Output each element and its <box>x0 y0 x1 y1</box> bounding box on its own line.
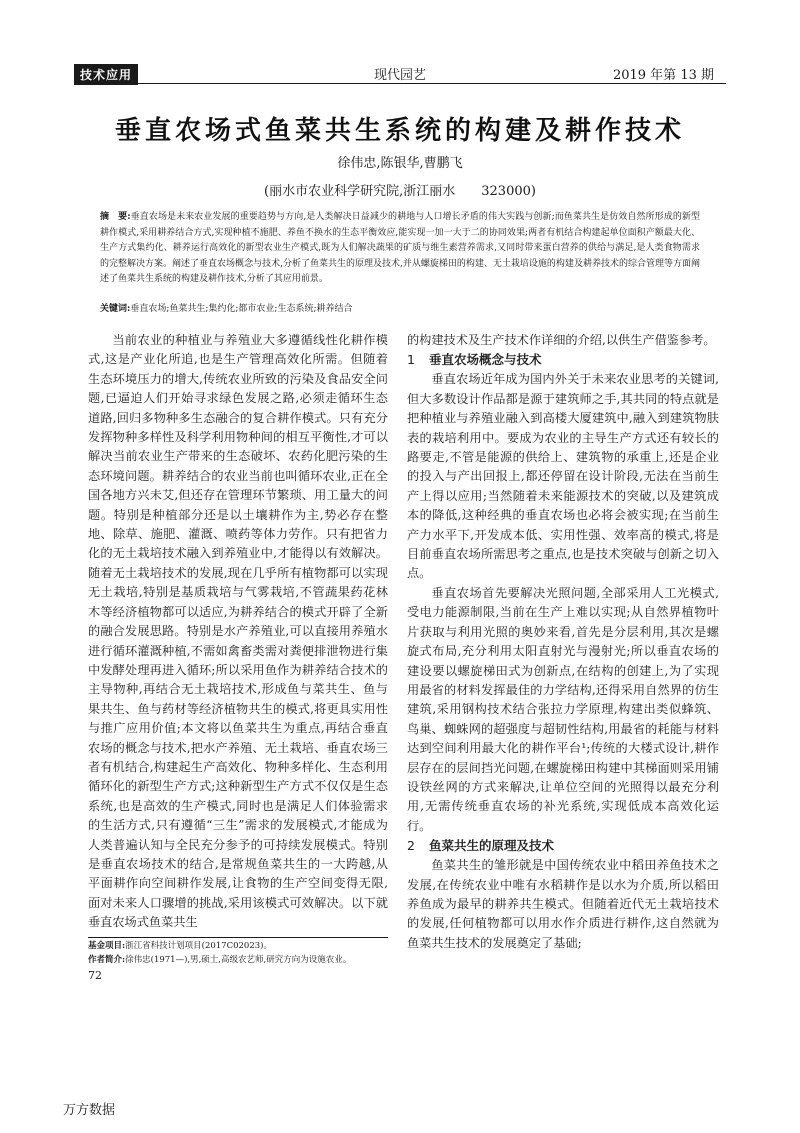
section-label: 技术应用 <box>74 64 138 85</box>
keywords-label: 关键词: <box>100 304 131 314</box>
abstract-text: 垂直农场是未来农业发展的重要趋势与方向,是人类解决日益减少的耕地与人口增长矛盾的伟大实践与创新;而鱼菜共生是仿效自然所形成的新型耕作模式,采用耕养结合方式,实现种植不施肥、养鱼不换水的生态平衡效应,能实现一加一大于二的协同效果;两者有机结合构建起单位面积产额最大化、生产方式集约化、耕养运行高效化的新型农业生产模式,既为人们解决蔬果的矿质与维生素营养需求,又同时带来蛋白营养的供给与满足,是人类食物需求的完整解决方案。阐述了垂直农场概念与技术,分析了鱼菜共生的原理及技术,并从螺旋梯田的构建、无土栽培设施的构建及耕养技术的综合管理等方面阐述了鱼菜共生系统的构建及耕作技术,分析了其应用前景。 <box>100 212 700 284</box>
watermark-text: 万方数据 <box>63 1103 116 1118</box>
author-label: 作者简介: <box>88 954 126 965</box>
body-column-left <box>88 331 388 933</box>
section-heading-1 <box>407 350 719 370</box>
footnote-fund <box>88 940 388 954</box>
section-heading-2 <box>407 836 719 856</box>
affiliation: (丽水市农业科学研究院,浙江丽水 323000) <box>264 184 536 199</box>
section-number: 2 <box>407 838 415 854</box>
body-column-right <box>407 331 719 953</box>
fund-text: 浙江省科技计划项目(2017C02023)。 <box>125 941 272 951</box>
article-title: 垂直农场式鱼菜共生系统的构建及耕作技术 <box>114 116 685 146</box>
section-title: 垂直农场概念与技术 <box>429 352 542 368</box>
fund-label: 基金项目: <box>88 941 126 951</box>
keywords <box>100 302 700 317</box>
body-paragraph: 当前农业的种植业与养殖业大多遵循线性化耕作模式,这是产业化所追,也是生产管理高效化所需。但随着生态环境压力的增大,传统农业所致的污染及食品安全问题,已逼迫人们开始寻求绿色发展之路,必须走循环生态道路,回归多物种多生态融合的复合耕作模式。只有充分发挥物种多样性及科学利用物种间的相互平衡性,才可以解决当前农业生产带来的生态破坏、农药化肥污染的生态环境问题。耕养结合的农业当前也叫循环农业,正在全国各地方兴未艾,但还存在管理环节繁琐、用工量大的问题。特别是种植部分还是以土壤耕作为主,势必存在整地、除草、施肥、灌溉、喷药等体力劳作。只有把省力化的无土栽培技术融入到养殖业中,才能得以有效解决。随着无土栽培技术的发展,现在几乎所有植物都可以实现无土栽培,特别是基质栽培与气雾栽培,不管蔬果药花林木等经济植物都可以适应,为耕养结合的模式开辟了全新的融合发展思路。特别是水产养殖业,可以直接用养殖水进行循环灌溉种植,不需如禽畜类需对粪便排泄物进行集中发酵处理再进入循环;所以采用鱼作为耕养结合技术的主导物种,再结合无土栽培技术,形成鱼与菜共生、鱼与果共生、鱼与药材等经济植物共生的模式,将更具实用性与推广应用价值;本文将以鱼菜共生为重点,再结合垂直农场的概念与技术,把水产养殖、无土栽培、垂直农场三者有机结合,构建起生产高效化、物种多样化、生态利用循环化的新型生产方式;这种新型生产方式不仅仅是生态系统,也是高效的生产模式,同时也是满足人们体验需求的生活方式,只有遵循“三生”需求的发展模式,才能成为人类普遍认知与全民充分参予的可持续发展模式。特别是垂直农场技术的结合,是常规鱼菜共生的一大跨越,从平面耕作向空间耕作发展,让食物的生产空间变得无限,面对未来人口骤增的挑战,采用该模式可效解决。以下就垂直农场式鱼菜共生 <box>88 333 388 930</box>
body-paragraph: 垂直农场首先要解决光照问题,全部采用人工光模式,受电力能源制限,当前在生产上难以实现;从自然界植物叶片获取与利用光照的奥妙来看,首先是分层利用,其次是螺旋式布局,充分利用太阳直射光与漫射光;所以垂直农场的建设要以螺旋梯田式为创新点,在结构的创建上,为了实现用最省的材料发挥最佳的力学结构,还得采用自然界的仿生建筑,采用钢构技术结合张拉力学原理,构建出类似蜂筑、鸟巢、蜘蛛网的超强度与超韧性结构,用最省的耗能与材料达到空间利用最大化的耕作平台¹;传统的大楼式设计,耕作层存在的层间挡光问题,在螺旋梯田构建中其梯面则采用铺设铁丝网的方式来解决,让单位空间的光照得以最充分利用,无需传统垂直农场的补光系统,实现低成本高效化运行。 <box>407 585 719 833</box>
author-text: 徐伟忠(1971—),男,硕士,高级农艺师,研究方向为设施农业。 <box>125 954 352 965</box>
author-list: 徐伟忠,陈银华,曹鹏飞 <box>337 156 463 171</box>
footnote <box>88 940 388 967</box>
header-rule <box>74 83 726 84</box>
abstract <box>100 210 700 288</box>
body-paragraph: 鱼菜共生的雏形就是中国传统农业中稻田养鱼技术之发展,在传统农业中唯有水稻耕作是以水为介质,所以稻田养鱼成为最早的耕养共生模式。但随着近代无土栽培技术的发展,任何植物都可以用水作介质进行耕作,这自然就为鱼菜共生技术的发展奠定了基础; <box>407 858 719 950</box>
body-paragraph: 垂直农场近年成为国内外关于未来农业思考的关键词,但大多数设计作品都是源于建筑师之手,其共同的特点就是把种植业与养殖业融入到高楼大厦建筑中,融入到建筑物肤表的栽培利用中。要成为农业的主导生产方式还有较长的路要走,不管是能源的供给上、建筑物的承重上,还是企业的投入与产出回报上,都还停留在设计阶段,无法在当前生产上得以应用;当然随着未来能源技术的突破,以及建筑成本的降低,这种经典的垂直农场也必将会被实现;在当前生产力水平下,开发成本低、实用性强、效率高的模式,将是目前垂直农场所需思考之重点,也是技术突破与创新之切入点。 <box>407 372 719 581</box>
abstract-label: 摘 要: <box>100 212 131 222</box>
footnote-rule <box>88 937 388 938</box>
page-number: 72 <box>88 969 102 982</box>
body-paragraph: 的构建技术及生产技术作详细的介绍,以供生产借鉴参考。 <box>407 333 716 347</box>
section-number: 1 <box>407 352 415 368</box>
journal-name: 现代园艺 <box>373 68 426 83</box>
issue-label: 2019 年第 13 期 <box>612 68 714 83</box>
section-title: 鱼菜共生的原理及技术 <box>429 838 555 854</box>
footnote-author <box>88 954 388 968</box>
keywords-text: 垂直农场;鱼菜共生;集约化;都市农业;生态系统;耕养结合 <box>130 304 353 314</box>
